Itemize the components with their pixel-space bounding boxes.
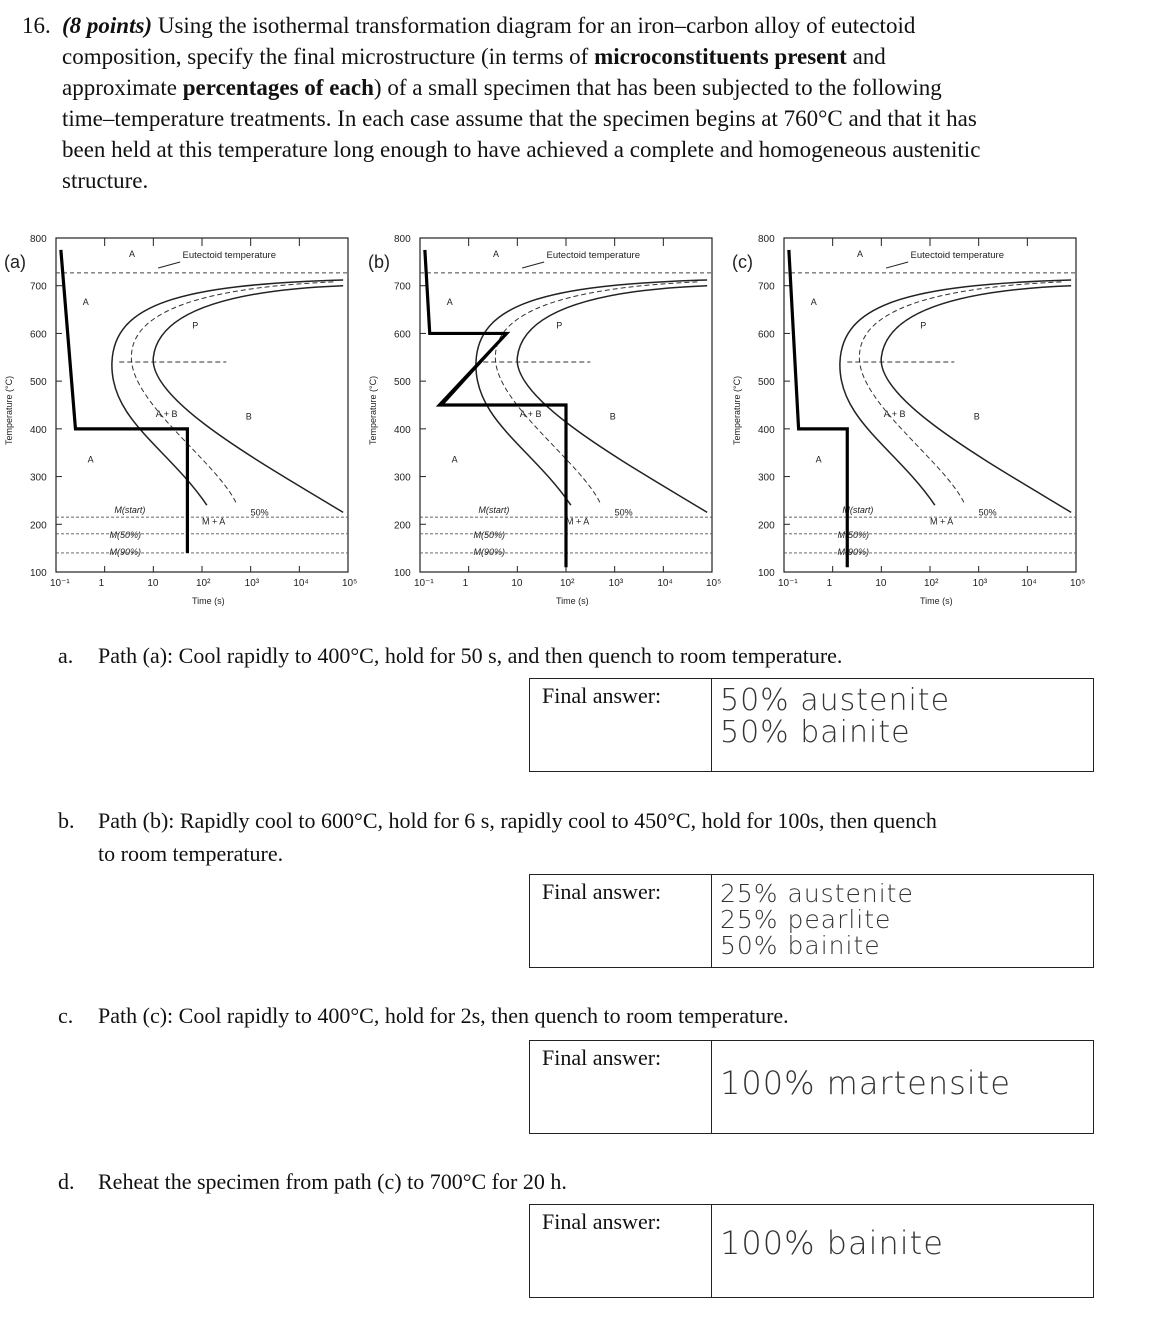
x-tick-label: 1 [98,578,105,589]
finish-curve [153,286,343,513]
ttt-panel-0 [4,234,357,606]
x-tick-label: 10² [560,578,575,589]
region-austenite-3: A [451,454,458,465]
y-tick-label: 100 [758,568,775,579]
eutectoid-arrow [886,262,908,268]
m50-label: M(50%) [109,529,142,540]
region-a-plus-b: A + B [519,408,542,419]
part-a-letter: a. [58,643,74,668]
answer-label: Final answer: [530,875,712,967]
question-emphasis: percentages of each [182,75,374,100]
question-line-2 [62,41,1122,72]
m90-label: M(90%) [837,546,870,557]
y-tick-label: 300 [30,472,47,484]
y-axis-label: Temperature (°C) [732,375,742,445]
mstart-label: M(start) [114,505,146,516]
part-c-letter: c. [58,1003,74,1028]
answer-line: 100% bainite [720,1224,944,1262]
answer-value-a[interactable] [712,679,1093,771]
panel-label: (a) [4,252,26,272]
ttt-panel-2 [732,234,1085,606]
x-tick-label: 1 [826,578,833,589]
y-tick-label: 400 [394,424,411,436]
finish-curve [517,286,707,513]
part-b-letter: b. [58,808,75,833]
question-text: ) of a small specimen that has been subjected to the following [373,75,942,100]
answer-box-c [529,1040,1094,1134]
y-tick-label: 500 [758,377,775,389]
part-d-text: Reheat the specimen from path (c) to 700°C for 20 h. [98,1169,567,1194]
y-axis-label: Temperature (°C) [368,375,378,445]
fifty-percent-label: 50% [614,507,633,518]
y-tick-label: 700 [30,281,47,293]
part-b [58,805,1148,869]
question-text: Using the isothermal transformation diagram for an iron–carbon alloy of eutectoid [152,13,916,38]
x-tick-label: 10⁵ [1070,578,1086,589]
x-tick-label: 10⁻¹ [50,578,70,589]
y-tick-label: 100 [30,568,47,579]
y-tick-label: 700 [758,281,775,293]
y-tick-label: 800 [30,234,47,245]
question-text: approximate [62,75,183,100]
fifty-percent-label: 50% [978,507,997,518]
points-label: (8 points) [62,13,153,38]
part-c [58,1000,1138,1032]
y-tick-label: 300 [758,472,775,484]
region-pearlite: P [192,320,199,331]
question-line-5: been held at this temperature long enough to have achieved a complete and homogeneous austenitic [62,137,981,162]
y-tick-label: 600 [758,329,775,341]
part-d [58,1166,1138,1198]
y-tick-label: 800 [394,234,411,245]
answer-label: Final answer: [530,679,712,771]
x-tick-label: 10³ [972,578,988,589]
start-curve [476,280,707,505]
m50-label: M(50%) [837,529,870,540]
answer-label: Final answer: [530,1041,712,1133]
y-tick-label: 400 [30,424,47,436]
eutectoid-label: Eutectoid temperature [910,250,1005,261]
answer-line: 25% austenite [720,879,914,908]
region-m-plus-a: M + A [202,516,226,527]
mstart-label: M(start) [842,505,874,516]
part-c-text: Path (c): Cool rapidly to 400°C, hold for 2s, then quench to room temperature. [98,1003,789,1028]
y-tick-label: 800 [758,234,775,245]
fifty-percent-curve [859,282,1061,503]
region-bainite: B [609,411,616,422]
x-axis-label: Time (s) [192,596,225,606]
x-tick-label: 10³ [244,578,260,589]
x-tick-label: 10⁵ [342,578,358,589]
m90-label: M(90%) [473,546,506,557]
question-text: composition, specify the final microstructure (in terms of [62,44,595,69]
question-line-6: structure. [62,168,149,193]
y-tick-label: 600 [30,329,47,341]
y-tick-label: 200 [30,520,47,532]
y-tick-label: 700 [394,281,411,293]
x-tick-label: 10⁻¹ [414,578,434,589]
part-a-text: Path (a): Cool rapidly to 400°C, hold for 50 s, and then quench to room temperature. [98,643,843,668]
region-bainite: B [245,411,252,422]
ttt-panel-1 [368,234,721,606]
answer-line: 50% austenite [720,683,951,718]
answer-value-c[interactable] [712,1041,1093,1133]
answer-value-d[interactable] [712,1205,1093,1297]
fifty-percent-curve [131,282,333,503]
region-bainite: B [973,411,980,422]
x-axis-label: Time (s) [920,596,953,606]
eutectoid-label: Eutectoid temperature [182,250,277,261]
fifty-percent-curve [495,282,697,503]
panel-label: (c) [732,252,753,272]
y-tick-label: 300 [394,472,411,484]
y-tick-label: 200 [394,520,411,532]
x-tick-label: 10 [875,578,887,589]
x-tick-label: 10 [511,578,523,589]
question-line-3 [62,72,1122,103]
finish-curve [881,286,1071,513]
x-tick-label: 1 [462,578,469,589]
y-tick-label: 200 [758,520,775,532]
region-austenite: A [857,249,864,260]
answer-box-d [529,1204,1094,1298]
region-austenite-2: A [82,296,89,307]
answer-line: 25% pearlite [720,905,892,934]
part-d-letter: d. [58,1169,75,1194]
part-b-text-cont: to room temperature. [98,841,284,866]
region-pearlite: P [920,320,927,331]
region-austenite-2: A [446,296,453,307]
region-a-plus-b: A + B [883,408,906,419]
region-austenite-3: A [815,454,822,465]
x-tick-label: 10⁴ [1021,578,1037,589]
y-tick-label: 500 [30,377,47,389]
answer-label: Final answer: [530,1205,712,1297]
question-text: and [846,44,886,69]
eutectoid-arrow [158,262,180,268]
region-austenite: A [493,249,500,260]
part-a [58,640,1138,672]
eutectoid-arrow [522,262,544,268]
x-tick-label: 10³ [608,578,624,589]
answer-box-a [529,678,1094,772]
question-line-1 [62,10,1122,41]
answer-line: 50% bainite [720,931,881,960]
x-tick-label: 10² [924,578,939,589]
y-tick-label: 100 [394,568,411,579]
start-curve [112,280,343,505]
region-austenite: A [129,249,136,260]
panel-label: (b) [368,252,390,272]
m50-label: M(50%) [473,529,506,540]
start-curve [840,280,1071,505]
answer-line: 100% martensite [720,1064,1011,1102]
question-line-4: time–temperature treatments. In each case assume that the specimen begins at 760°C and that it has [62,106,977,131]
region-a-plus-b: A + B [155,408,178,419]
region-m-plus-a: M + A [566,516,590,527]
region-pearlite: P [556,320,563,331]
y-tick-label: 600 [394,329,411,341]
x-tick-label: 10 [147,578,159,589]
ttt-diagrams [0,220,1164,620]
answer-value-b[interactable] [712,875,1093,967]
x-tick-label: 10⁻¹ [778,578,798,589]
question-number: 16. [22,13,51,38]
x-axis-label: Time (s) [556,596,589,606]
y-axis-label: Temperature (°C) [4,375,14,445]
question-emphasis: microconstituents present [594,44,847,69]
answer-line: 50% bainite [720,715,911,750]
x-tick-label: 10² [196,578,211,589]
mstart-label: M(start) [478,505,510,516]
x-tick-label: 10⁵ [706,578,722,589]
m90-label: M(90%) [109,546,142,557]
region-austenite-3: A [87,454,94,465]
question-prompt [62,10,1122,196]
answer-box-b [529,874,1094,968]
region-austenite-2: A [810,296,817,307]
path-c [789,250,847,567]
fifty-percent-label: 50% [250,507,269,518]
eutectoid-label: Eutectoid temperature [546,250,641,261]
y-tick-label: 400 [758,424,775,436]
region-m-plus-a: M + A [930,516,954,527]
y-tick-label: 500 [394,377,411,389]
part-b-text: Path (b): Rapidly cool to 600°C, hold for 6 s, rapidly cool to 450°C, hold for 100s, then quench [98,808,937,833]
x-tick-label: 10⁴ [657,578,673,589]
x-tick-label: 10⁴ [293,578,309,589]
